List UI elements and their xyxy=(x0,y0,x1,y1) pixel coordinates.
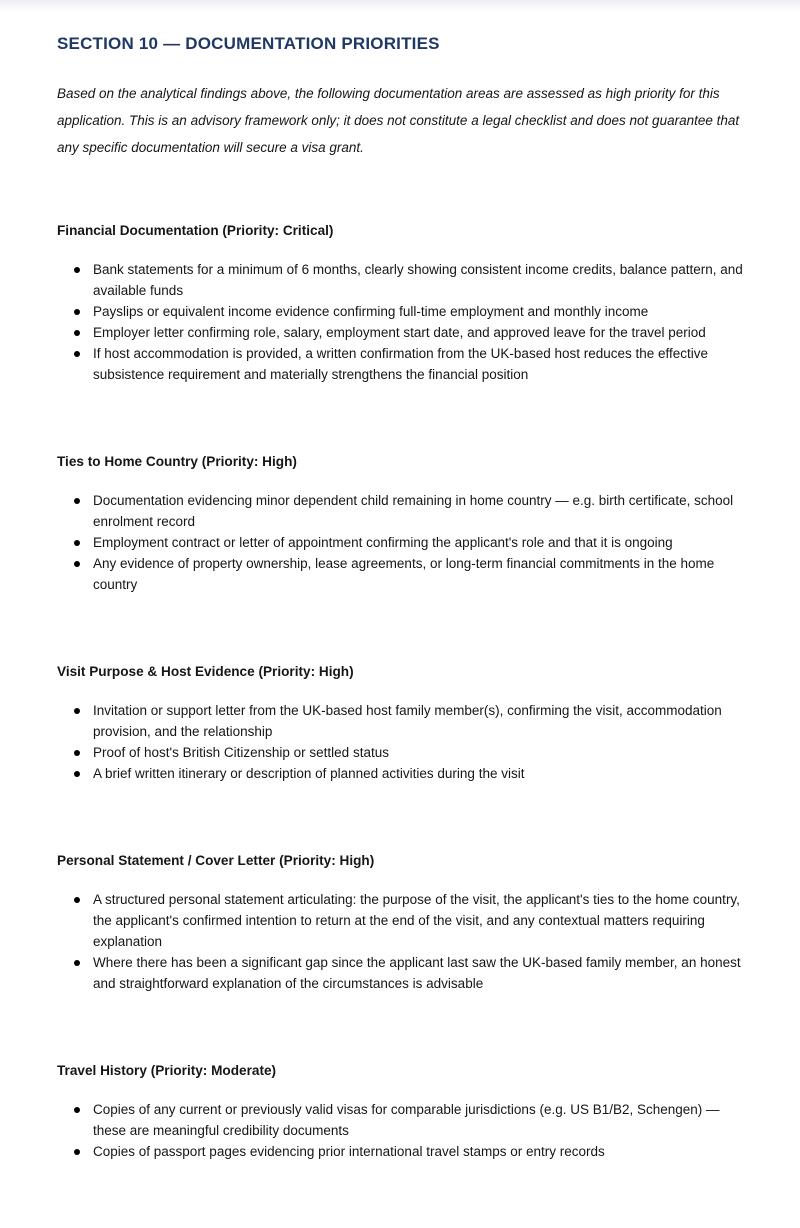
section-heading: Financial Documentation (Priority: Critical) xyxy=(57,223,334,238)
section-heading: Travel History (Priority: Moderate) xyxy=(57,1063,277,1078)
bullet-text: Any evidence of property ownership, lease agreements, or long-term financial commitments in the home country xyxy=(93,556,715,592)
section-personal-statement-cover-letter xyxy=(57,850,743,994)
bullet-text: Copies of passport pages evidencing prior international travel stamps or entry records xyxy=(93,1144,605,1159)
bullet-item xyxy=(57,532,743,553)
bullet-text: Proof of host's British Citizenship or settled status xyxy=(93,745,389,760)
bullet-icon xyxy=(74,1107,80,1113)
bullet-icon xyxy=(74,1149,80,1155)
bullet-item xyxy=(57,343,743,385)
page-title: SECTION 10 — DOCUMENTATION PRIORITIES xyxy=(57,34,440,53)
section-ties-to-home-country xyxy=(57,451,743,595)
bullet-text: Bank statements for a minimum of 6 months, clearly showing consistent income credits, balance pattern, and available funds xyxy=(93,262,743,298)
bullet-icon xyxy=(74,351,80,357)
bullet-text: A structured personal statement articulating: the purpose of the visit, the applicant's ties to the home country, the applicant's confirmed intention to return at the end of the visit, and any contextual matters requiring explanation xyxy=(93,892,740,949)
bullet-text: Copies of any current or previously valid visas for comparable jurisdictions (e.g. US B1/B2, Schengen) — these are meaningful credibility documents xyxy=(93,1102,720,1138)
section-travel-history xyxy=(57,1060,743,1162)
bullet-text: If host accommodation is provided, a written confirmation from the UK-based host reduces the effective subsistence requirement and materially strengthens the financial position xyxy=(93,346,709,382)
bullet-icon xyxy=(74,309,80,315)
bullet-icon xyxy=(74,750,80,756)
bullet-item xyxy=(57,301,743,322)
bullet-list xyxy=(57,889,743,994)
bullet-icon xyxy=(74,267,80,273)
bullet-item xyxy=(57,1099,743,1141)
bullet-item xyxy=(57,742,743,763)
bullet-text: Payslips or equivalent income evidence confirming full-time employment and monthly income xyxy=(93,304,649,319)
bullet-item xyxy=(57,322,743,343)
intro-paragraph: Based on the analytical findings above, the following documentation areas are assessed as high priority for this application. This is an advisory framework only; it does not constitute a legal checklist and does not guarantee that any specific documentation will secure a visa grant. xyxy=(57,86,740,155)
bullet-text: Employment contract or letter of appointment confirming the applicant's role and that it is ongoing xyxy=(93,535,673,550)
bullet-text: Employer letter confirming role, salary, employment start date, and approved leave for the travel period xyxy=(93,325,706,340)
section-heading: Ties to Home Country (Priority: High) xyxy=(57,454,297,469)
bullet-icon xyxy=(74,498,80,504)
bullet-list xyxy=(57,259,743,385)
bullet-item xyxy=(57,259,743,301)
section-financial-documentation xyxy=(57,220,743,385)
bullet-icon xyxy=(74,561,80,567)
bullet-text: Where there has been a significant gap since the applicant last saw the UK-based family member, an honest and straightforward explanation of the circumstances is advisable xyxy=(93,955,741,991)
section-visit-purpose-host-evidence xyxy=(57,661,743,784)
bullet-list xyxy=(57,700,743,784)
bullet-list xyxy=(57,490,743,595)
bullet-item xyxy=(57,763,743,784)
section-heading: Visit Purpose & Host Evidence (Priority: High) xyxy=(57,664,354,679)
bullet-icon xyxy=(74,771,80,777)
bullet-item xyxy=(57,1141,743,1162)
bullet-text: A brief written itinerary or description of planned activities during the visit xyxy=(93,766,525,781)
bullet-icon xyxy=(74,708,80,714)
bullet-icon xyxy=(74,330,80,336)
bullet-text: Invitation or support letter from the UK-based host family member(s), confirming the visit, accommodation provision, and the relationship xyxy=(93,703,722,739)
bullet-item xyxy=(57,889,743,952)
bullet-item xyxy=(57,553,743,595)
bullet-item xyxy=(57,952,743,994)
bullet-list xyxy=(57,1099,743,1162)
bullet-icon xyxy=(74,960,80,966)
bullet-text: Documentation evidencing minor dependent child remaining in home country — e.g. birth certificate, school enrolment record xyxy=(93,493,734,529)
section-heading: Personal Statement / Cover Letter (Priority: High) xyxy=(57,853,375,868)
bullet-icon xyxy=(74,897,80,903)
bullet-item xyxy=(57,490,743,532)
bullet-icon xyxy=(74,540,80,546)
bullet-item xyxy=(57,700,743,742)
